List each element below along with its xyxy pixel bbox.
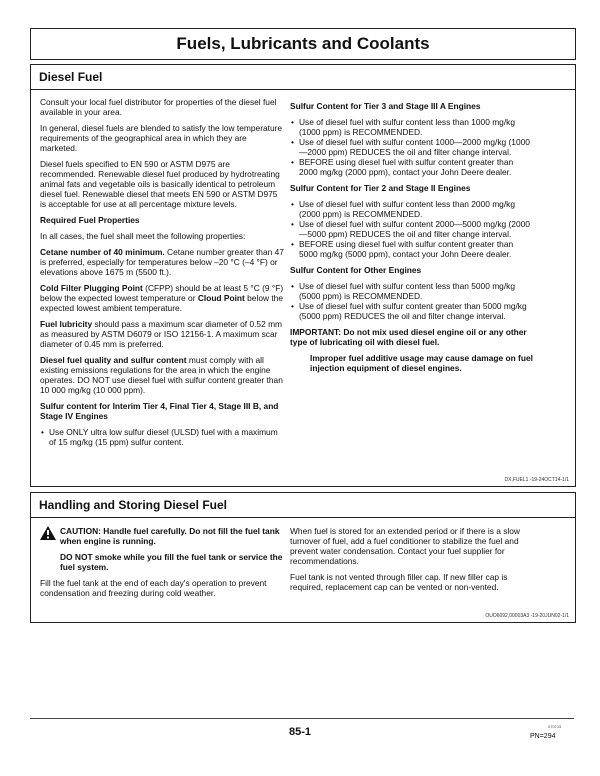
page-title: Fuels, Lubricants and Coolants xyxy=(176,34,430,53)
list-item: • BEFORE using diesel fuel with sulfur content greater than 2000 mg/kg (2000 ppm), contact your John Deere dealer. xyxy=(299,157,534,177)
important-note-2: Improper fuel additive usage may cause damage on fuel injection equipment of diesel engines. xyxy=(310,353,533,373)
tier3-list xyxy=(290,117,534,177)
reference-code: OUO6092,00003A3 -19-20JUN02-1/1 xyxy=(485,613,569,619)
paragraph: Diesel fuels specified to EN 590 or ASTM D975 are recommended. Renewable diesel fuel produced by hydrotreating animal fats and vegetable oils is basically identical to petroleum diesel fuel. Renewable diesel that meets EN 590 or ASTM D975 is acceptable for use at all percentage mixture levels. xyxy=(40,159,280,209)
tier4-list xyxy=(40,427,284,447)
tier2-list xyxy=(290,199,534,259)
lubricity-paragraph xyxy=(40,319,284,349)
important-note: IMPORTANT: Do not mix used diesel engine oil or any other type of lubricating oil with diesel fuel. xyxy=(290,327,527,347)
paragraph: Fill the fuel tank at the end of each day's operation to prevent condensation and freezing during cold weather. xyxy=(40,578,267,598)
paragraph: In general, diesel fuels are blended to satisfy the low temperature requirements of the geographical area in which they are marketed. xyxy=(40,123,283,153)
page-number: 85-1 xyxy=(288,726,312,738)
list-item: • Use of diesel fuel with sulfur content less than 2000 mg/kg (2000 ppm) is RECOMMENDED. xyxy=(299,199,534,219)
other-list xyxy=(290,281,534,321)
cfpp-end-text: below the expected lowest ambient temperature. xyxy=(40,293,283,313)
left-column xyxy=(40,97,284,453)
list-item: • Use of diesel fuel with sulfur content less than 1000 mg/kg (1000 ppm) is RECOMMENDED. xyxy=(299,117,534,137)
subheading: Sulfur Content for Tier 3 and Stage III A Engines xyxy=(290,101,481,111)
subheading: Sulfur Content for Other Engines xyxy=(290,265,422,275)
section-header xyxy=(31,65,575,90)
cfpp-label: Cold Filter Plugging Point xyxy=(40,283,143,293)
list-item: • Use of diesel fuel with sulfur content 2000—5000 mg/kg (2000—5000 ppm) REDUCES the oil and filter change interval. xyxy=(299,219,534,239)
paragraph: In all cases, the fuel shall meet the following properties: xyxy=(40,231,246,241)
cfpp-paragraph xyxy=(40,283,284,313)
paragraph: When fuel is stored for an extended period or if there is a slow turnover of fuel, add a fuel conditioner to stabilize the fuel and prevent water condensation. Contact your fuel supplier for recommendations. xyxy=(290,526,520,566)
print-code: 070715 xyxy=(548,724,562,729)
list-item: • Use of diesel fuel with sulfur content less than 5000 mg/kg (5000 ppm) is RECOMMENDED. xyxy=(299,281,534,301)
lubricity-text: should pass a maximum scar diameter of 0.52 mm as measured by ASTM D6079 or ISO 12156-1. A maximum scar diameter of 0.45 mm is preferred. xyxy=(40,319,283,349)
paragraph: Fuel tank is not vented through filler cap. If new filler cap is required, replacement cap can be vented or non-vented. xyxy=(290,572,508,592)
left-column xyxy=(40,526,284,604)
list-item: • Use ONLY ultra low sulfur diesel (ULSD) fuel with a maximum of 15 mg/kg (15 ppm) sulfur content. xyxy=(49,427,284,447)
section-header xyxy=(31,493,575,518)
right-column xyxy=(290,526,540,598)
lubricity-label: Fuel lubricity xyxy=(40,319,93,329)
caution-text: CAUTION: Handle fuel carefully. Do not fill the fuel tank when engine is running. xyxy=(60,526,280,546)
subheading: Required Fuel Properties xyxy=(40,215,140,225)
quality-paragraph xyxy=(40,355,284,395)
subheading: Sulfur Content for Tier 2 and Stage II Engines xyxy=(290,183,471,193)
page-title-box xyxy=(30,28,576,60)
section-heading: Handling and Storing Diesel Fuel xyxy=(39,498,228,512)
list-item: • Use of diesel fuel with sulfur content 1000—2000 mg/kg (1000—2000 ppm) REDUCES the oil and filter change interval. xyxy=(299,137,534,157)
quality-label: Diesel fuel quality and sulfur content xyxy=(40,355,187,365)
caution-block xyxy=(40,526,284,546)
paragraph: Consult your local fuel distributor for properties of the diesel fuel available in your area. xyxy=(40,97,277,117)
caution-text-2: DO NOT smoke while you fill the fuel tank or service the fuel system. xyxy=(60,552,283,572)
cetane-label: Cetane number of 40 minimum. xyxy=(40,247,165,257)
handling-section xyxy=(30,492,576,623)
section-heading: Diesel Fuel xyxy=(39,70,103,84)
reference-code: DX,FUEL1 -19-24OCT14-1/1 xyxy=(504,477,569,483)
list-item: • BEFORE using diesel fuel with sulfur content greater than 5000 mg/kg (5000 ppm), contact your John Deere dealer. xyxy=(299,239,534,259)
cfpp-text: (CFPP) should be at least 5 °C (9 °F) below the expected lowest temperature or xyxy=(40,283,284,303)
pn-label: PN=294 xyxy=(530,733,556,740)
cetane-paragraph xyxy=(40,247,284,277)
subheading: Sulfur content for Interim Tier 4, Final Tier 4, Stage III B, and Stage IV Engines xyxy=(40,401,279,421)
diesel-fuel-section xyxy=(30,64,576,487)
cloud-point-label: Cloud Point xyxy=(197,293,245,303)
right-column xyxy=(290,101,534,379)
warning-icon xyxy=(40,526,56,540)
list-item: • Use of diesel fuel with sulfur content greater than 5000 mg/kg (5000 ppm) REDUCES the oil and filter change interval. xyxy=(299,301,534,321)
footer-rule xyxy=(30,718,574,719)
quality-text: must comply with all existing emissions regulations for the area in which the engine operates. DO NOT use diesel fuel with sulfur content greater than 10 000 mg/kg (10 000 ppm). xyxy=(40,355,283,395)
cetane-text: Cetane number greater than 47 is preferred, especially for temperatures below –20 °C (–4 °F) or elevations above 1675 m (5500 ft.). xyxy=(40,247,284,277)
